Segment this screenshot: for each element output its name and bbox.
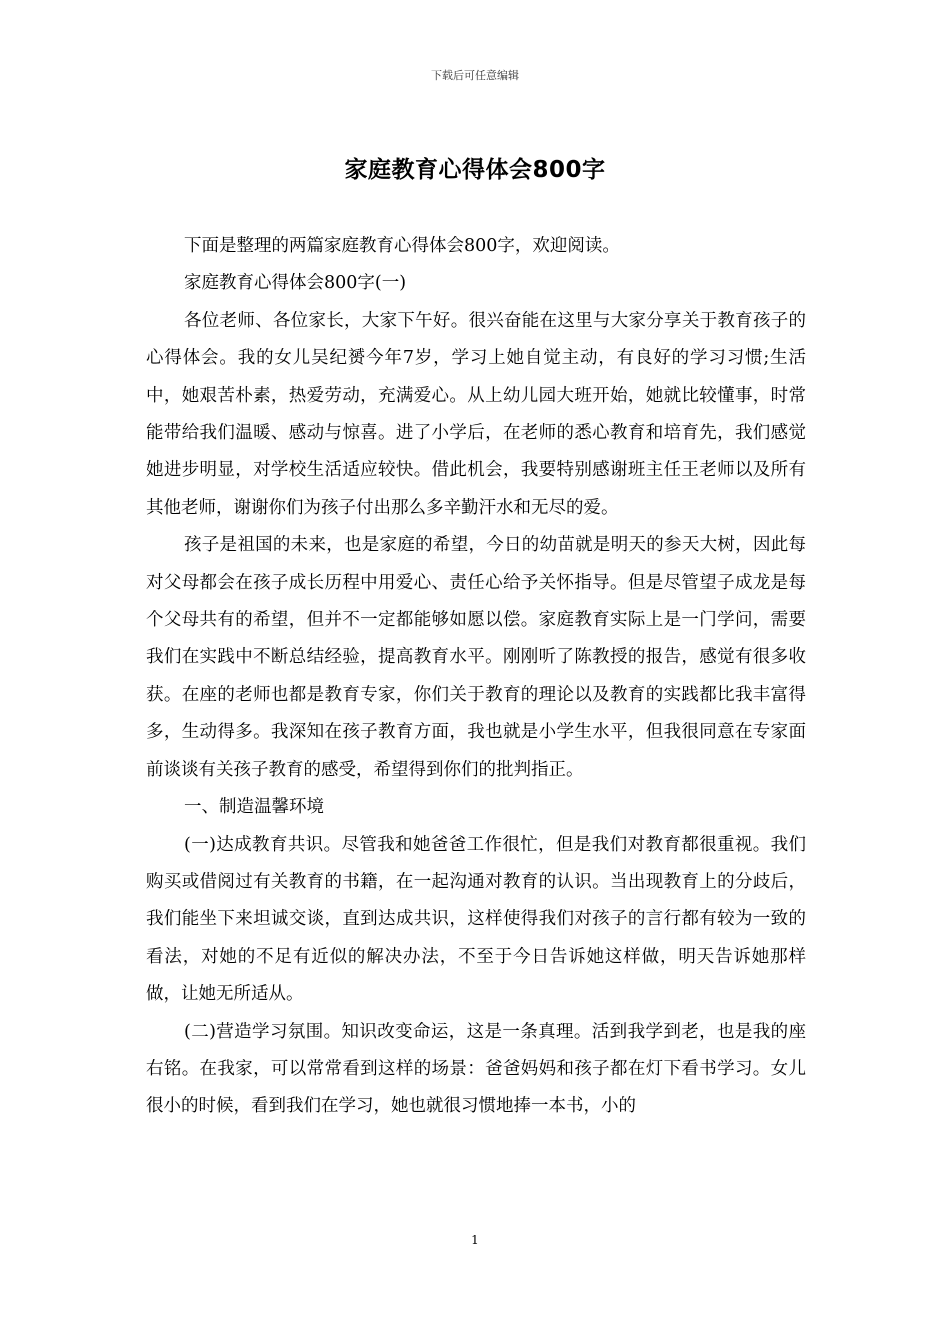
section-heading-warm-environment: 一、制造温馨环境	[184, 797, 324, 818]
header-note: 下载后可任意编辑	[431, 69, 519, 82]
page-number: 1	[471, 1233, 479, 1247]
paragraph-future: 孩子是祖国的未来，也是家庭的希望，今日的幼苗就是明天的参天大树，因此每对父母都会在孩子成长历程中用爱心、责任心给予关怀指导。但是尽管望子成龙是每个父母共有的希望，但并不一定都能够如愿以偿。家庭教育实际上是一门学问，需要我们在实践中不断总结经验，提高教育水平。刚刚听了陈教授的报告，感觉有很多收获。在座的老师也都是教育专家，你们关于教育的理论以及教育的实践都比我丰富得多，生动得多。我深知在孩子教育方面，我也就是小学生水平，但我很同意在专家面前谈谈有关孩子教育的感受，希望得到你们的批判指正。	[146, 535, 806, 780]
document-title: 家庭教育心得体会800字	[344, 157, 606, 183]
document-body	[146, 228, 806, 1126]
paragraph-learning-atmosphere: (二)营造学习氛围。知识改变命运，这是一条真理。活到我学到老，也是我的座右铭。在我家，可以常常看到这样的场景：爸爸妈妈和孩子都在灯下看书学习。女儿很小的时候，看到我们在学习，她也就很习惯地捧一本书，小的	[146, 1021, 806, 1117]
paragraph-intro: 下面是整理的两篇家庭教育心得体会800字，欢迎阅读。	[184, 236, 620, 256]
paragraph-greeting: 各位老师、各位家长，大家下午好。很兴奋能在这里与大家分享关于教育孩子的心得体会。我的女儿吴纪赟今年7岁，学习上她自觉主动，有良好的学习习惯;生活中，她艰苦朴素，热爱劳动，充满爱心。从上幼儿园大班开始，她就比较懂事，时常能带给我们温暖、感动与惊喜。进了小学后，在老师的悉心教育和培育先，我们感觉她进步明显，对学校生活适应较快。借此机会，我要特别感谢班主任王老师以及所有其他老师，谢谢你们为孩子付出那么多辛勤汗水和无尽的爱。	[146, 310, 806, 518]
paragraph-subtitle: 家庭教育心得体会800字(一)	[184, 273, 407, 294]
paragraph-consensus: (一)达成教育共识。尽管我和她爸爸工作很忙，但是我们对教育都很重视。我们购买或借阅过有关教育的书籍，在一起沟通对教育的认识。当出现教育上的分歧后，我们能坐下来坦诚交谈，直到达成共识，这样使得我们对孩子的言行都有较为一致的看法，对她的不足有近似的解决办法，不至于今日告诉她这样做，明天告诉她那样做，让她无所适从。	[146, 834, 806, 1005]
